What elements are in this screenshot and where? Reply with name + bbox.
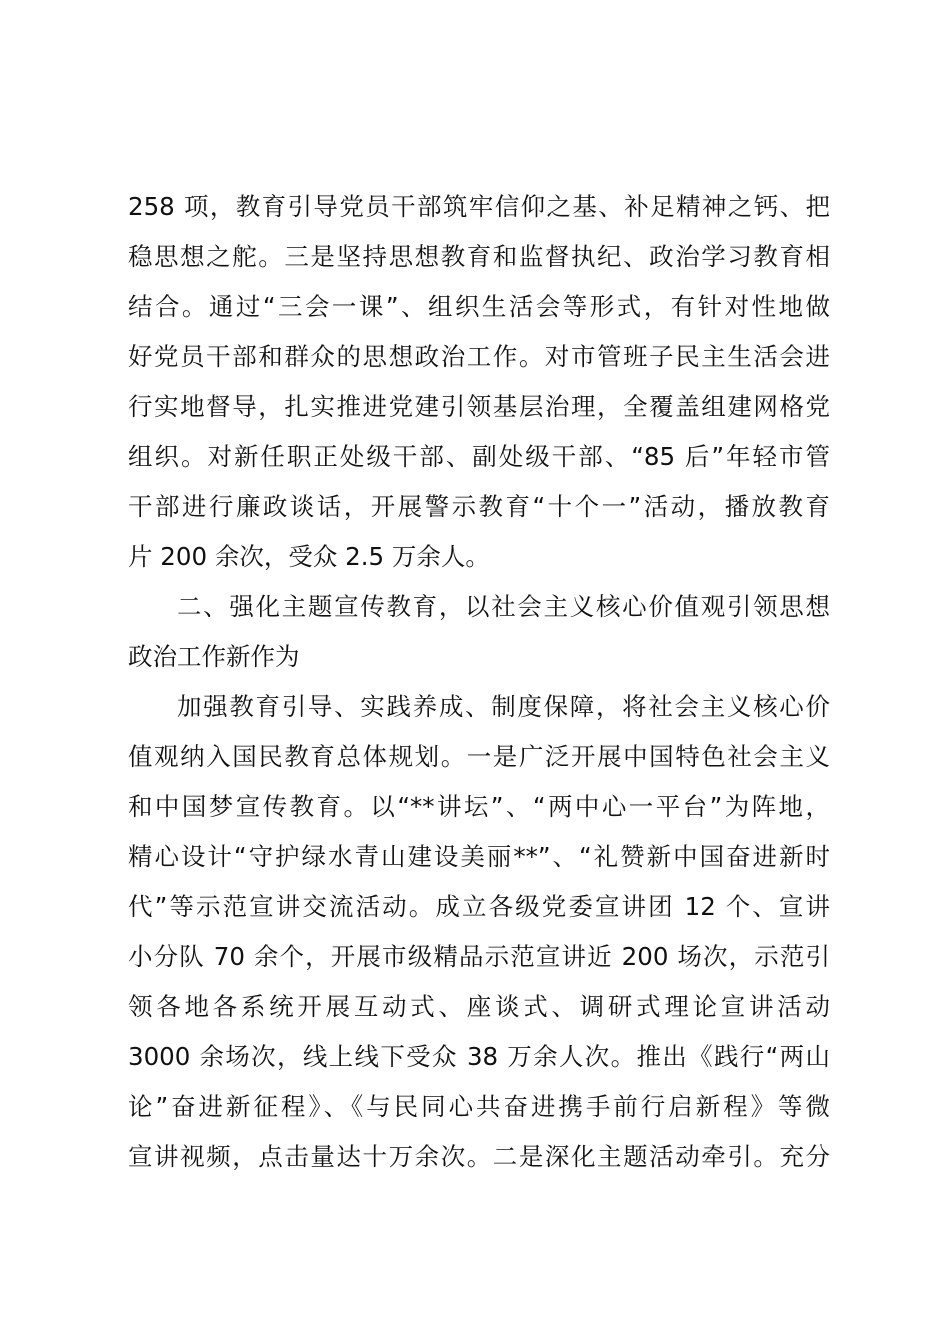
text-line: 论”奋进新征程》、《与民同心共奋进携手前行启新程》等微 — [128, 1092, 830, 1121]
text-line: 领各地各系统开展互动式、座谈式、调研式理论宣讲活动 — [128, 992, 830, 1021]
section-heading-2 — [128, 582, 830, 682]
text-line: 代”等示范宣讲交流活动。成立各级党委宣讲团 12 个、宣讲 — [128, 892, 830, 921]
text-line: 结合。通过“三会一课”、组织生活会等形式，有针对性地做 — [128, 292, 830, 321]
text-line: 稳思想之舵。三是坚持思想教育和监督执纪、政治学习教育相 — [128, 242, 830, 271]
text-line: 行实地督导，扎实推进党建引领基层治理，全覆盖组建网格党 — [128, 392, 830, 421]
paragraph-3 — [128, 682, 830, 1182]
text-line: 干部进行廉政谈话，开展警示教育“十个一”活动，播放教育 — [128, 492, 830, 521]
text-line: 和中国梦宣传教育。以“**讲坛”、“两中心一平台”为阵地， — [128, 792, 830, 821]
heading-line: 二、强化主题宣传教育，以社会主义核心价值观引领思想 — [177, 592, 830, 621]
paragraph-1 — [128, 182, 830, 582]
document-body — [128, 182, 830, 1182]
text-line: 258 项，教育引导党员干部筑牢信仰之基、补足精神之钙、把 — [128, 192, 830, 221]
heading-line: 政治工作新作为 — [128, 642, 300, 671]
text-line: 3000 余场次，线上线下受众 38 万余人次。推出《践行“两山 — [128, 1042, 830, 1071]
text-line: 加强教育引导、实践养成、制度保障，将社会主义核心价 — [177, 692, 830, 721]
text-line: 宣讲视频，点击量达十万余次。二是深化主题活动牵引。充分 — [128, 1142, 830, 1171]
text-line: 好党员干部和群众的思想政治工作。对市管班子民主生活会进 — [128, 342, 830, 371]
text-line: 片 200 余次，受众 2.5 万余人。 — [128, 542, 490, 571]
text-line: 值观纳入国民教育总体规划。一是广泛开展中国特色社会主义 — [128, 742, 830, 771]
text-line: 小分队 70 余个，开展市级精品示范宣讲近 200 场次，示范引 — [128, 942, 830, 971]
text-line: 组织。对新任职正处级干部、副处级干部、“85 后”年轻市管 — [128, 442, 830, 471]
text-line: 精心设计“守护绿水青山建设美丽**”、“礼赞新中国奋进新时 — [128, 842, 830, 871]
